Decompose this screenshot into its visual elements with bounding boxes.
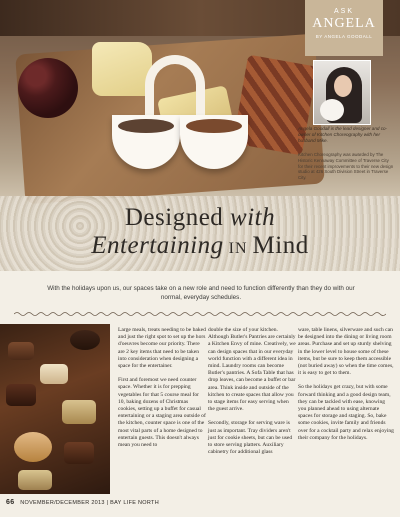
paragraph: double the size of your kitchen. Although Butler's Pantries are certainly a Kitchen Envy of mine. Creatively, we can design spaces that in our everyday world function with a different idea in mind. Laundry rooms can become Butler's pantries. A Sofa Table that has drop leaves, can become a buffet or bar area. Think inside and outside of the kitchen to create spaces that allow you to stage items for easy serving when the guest arrive. [208, 327, 296, 413]
award-note: Kitchen Choreography was awarded by The Historic Kennaway Committee of Traverse City for their recent improvements to their new design studio at 426 South Division Street in Traverse City. [298, 152, 394, 181]
chocolates-photo [0, 324, 110, 494]
badge-name: ANGELA [312, 16, 376, 31]
paragraph: First and foremost we need counter space. Whether it is for prepping vegetables for that 5 course meal for 10, baking dozens of Christmas cookies, setting up a buffet for casual entertaining or a staging area outside of the kitchen, counter space is one of the most vital parts of a home designed to entertain guests. This doesn't always mean you need to [118, 377, 206, 449]
page-footer [6, 499, 159, 506]
author-caption: Angela Goodall is the lead designer and co-owner of Kitchen Choreography with her husband Mike. [298, 126, 388, 143]
cheese-wedge [92, 42, 152, 96]
article-deck: With the holidays upon us, our spaces take on a new role and need to function differently than they do with our normal, everyday schedules. [47, 285, 355, 301]
article-column-1 [118, 327, 206, 456]
footer-separator: | [106, 500, 109, 506]
badge-byline: BY ANGELA GOODALL [315, 34, 373, 39]
paragraph: Secondly, storage for serving ware is just as important. Tray dividers aren't just for cookie sheets, but can be used to store serving platters. Auxiliary cabinetry for additional glass [208, 420, 293, 456]
grapes [18, 58, 78, 118]
publication-name: BAY LIFE NORTH [110, 500, 159, 506]
badge-label: ASK [333, 8, 354, 15]
article-column-2 [208, 327, 296, 463]
article-column-3 [298, 327, 394, 449]
dog [320, 99, 344, 121]
issue-date: NOVEMBER/DECEMBER 2013 [20, 500, 105, 506]
headline-line-1: Designed with [124, 204, 276, 231]
wave-divider [14, 311, 386, 317]
page-number: 66 [6, 499, 15, 506]
headline-line-2: Entertaining IN Mind [91, 232, 309, 259]
paragraph: ware, table linens, silverware and such can be designed into the dining or living room areas. Purchase and set up sturdy shelving in the lower level to house some of these items, but be sure to keep them accessible (not buried away) so when the time comes, it is easy to get to them. [298, 327, 394, 377]
paragraph: Large meals, treats needing to be baked and just the right spot to set up the hors d'oeuvres become our priority. There are 2 key items that need to be taken into consideration when designing a space for the entertainer. [118, 327, 206, 370]
paragraph: So the holidays get crazy, but with some forward thinking and a good design team, they can be tackled with ease, knowing you planned ahead to using alternate spaces for storage and staging. So, bake some cookies, invite family and friends over for a cocktail party and relax enjoying their company for the holidays. [298, 384, 394, 441]
author-portrait [313, 60, 371, 125]
column-badge [305, 0, 383, 56]
